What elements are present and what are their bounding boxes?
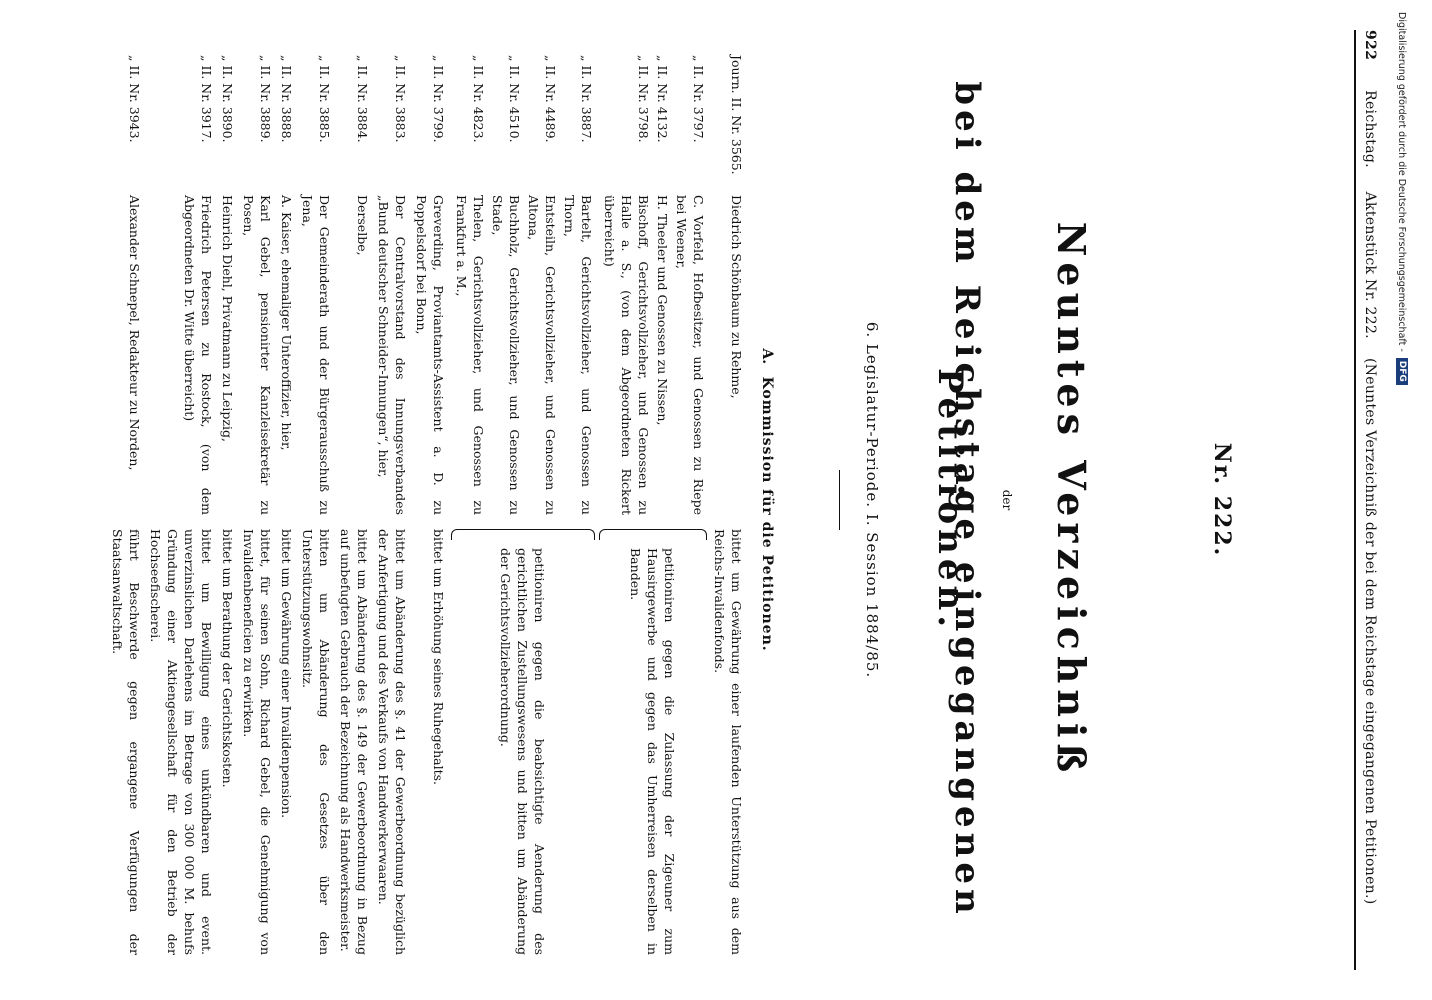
petitioner: Bartelt, Gerichtsvollzieher, und Genossen zu Thorn, [562,195,594,515]
journal-ref: „ II. Nr. 3943. [127,55,142,143]
journal-ref: „ II. Nr. 4510. [507,55,522,143]
petitioner: Der Gemeinderath und der Bürgerausschuß zu Jena, [300,195,332,515]
petition-row [219,55,236,955]
petitioner: Der Centralvorstand des Innungsverbandes „Bund deutscher Schneider-Innungen“, hier, [376,195,408,515]
session-line: 6. Legislatur-Periode. I. Session 1884/85. [863,321,881,679]
journal-ref: „ II. Nr. 3887. [579,55,594,143]
petition-row [601,55,652,529]
petitioner: Thelen, Gerichtsvollzieher, und Genossen zu Frankfurt a. M., [454,195,486,515]
section-heading [758,0,775,1000]
header-rule [1354,30,1356,970]
petition-request: bittet um Erhöhung seines Ruhegehalts. [431,529,446,785]
page-number: 922 [1362,30,1378,61]
group-brace [599,529,707,540]
journal-ref: „ II. Nr. 3884. [355,55,370,143]
document-subtitle: bei dem Reichstage eingegangenen Petitionen. [930,81,987,919]
petition-request: bittet um Gewährung einer laufenden Unterstützung aus dem Reichs-Invalidenfonds. [712,529,744,955]
petitioner: H. Theeler und Genossen zu Nissen, [655,195,670,426]
journal-ref: „ II. Nr. 3889. [258,55,273,143]
petition-row [147,55,215,955]
petitioner: Bischoff, Gerichtsvollzieher, und Genossen zu Halle a. S., (von dem Abgeordneten Rickert überreicht) [602,195,651,515]
document-title: Neuntes Verzeichniß [1049,221,1094,779]
petition-group [599,55,707,955]
petition-request [599,548,707,955]
petitioner: C. Vorfeld, Hofbesitzer, und Genossen zu Riepe bei Weener, [674,195,706,515]
petition-row [453,55,487,529]
petition-row [525,55,559,529]
petition-row [561,55,595,529]
journal-ref: „ II. Nr. 3799. [431,55,446,143]
header-right-label: (Neuntes Verzeichniß der bei dem Reichstage eingegangenen Petitionen.) [1362,357,1378,905]
petitioner: Entsteiln, Gerichtsvollzieher, und Genossen zu Altona, [526,195,558,515]
petition-row [673,55,707,529]
footer-text: Digitalisierung gefördert durch die Deutsche Forschungsgemeinschaft - [1396,12,1408,352]
petition-request [451,548,595,955]
petition-request: bittet um Abänderung des §. 149 der Gewerbeordnung in Bezug auf unbefugten Gebrauch der Bezeichnung als Handwerksmeister. [338,529,370,955]
petition-row [337,55,371,955]
petition-group [451,55,595,955]
petition-request: bittet um Gewährung einer Invalidenpension. [279,529,294,819]
petition-row [278,55,295,955]
header-left-label: Reichstag. [1362,90,1378,168]
petition-request: führt Beschwerde gegen ergangene Verfügungen der Staatsanwaltschaft. [110,529,142,955]
petition-row [240,55,274,955]
petitioner: Karl Gebel, pensionirter Kanzleisekretär zu Posen, [241,195,273,515]
petitioner: Diedrich Schönbaum zu Rehme, [729,195,744,399]
journal-ref: „ II. Nr. 4823. [471,55,486,143]
petition-request: bitten um Abänderung des Gesetzes über den Unterstützungswohnsitz. [300,529,332,955]
journal-ref: „ II. Nr. 3883. [393,55,408,143]
petitioner: Derselbe, [355,195,370,256]
petition-group-entries [599,55,707,529]
petition-group-entries [451,55,595,529]
journal-ref: „ II. Nr. 4489. [543,55,558,143]
petition-request: bittet um Bewilligung eines unkündbaren und event. unverzinslichen Darlehens im Betrage von 300 000 M. behufs Gründung einer Aktiengesellschaft für den Betrieb der Hochseefischerei. [148,529,214,955]
petition-list [105,55,745,955]
petitioner: Alexander Schnepel, Redakteur zu Norden, [127,195,142,471]
journal-ref: „ II. Nr. 3797. [691,55,706,143]
document-number: Nr. 222. [1209,442,1235,558]
petitioner: A. Kaiser, ehemaliger Unteroffizier, hier, [279,195,294,451]
petition-row [413,55,447,955]
journal-ref: „ II. Nr. 4132. [655,55,670,143]
journal-ref: „ II. Nr. 3888. [279,55,294,143]
header-reichstag [1361,60,1378,970]
journal-ref: „ II. Nr. 3798. [636,55,651,143]
petition-request-text: petitioniren gegen die beabsichtigte Aenderung des gerichtlichen Zustellungswesens und bitten um Abänderung der Gerichtsvollzieherordnung. [498,548,548,955]
petitioner: Buchholz, Gerichtsvollzieher, und Genossen zu Stade, [490,195,522,515]
document-der: der [1000,489,1014,511]
petitioner: Heinrich Diehl, Privatmann zu Leipzig, [220,195,235,442]
journal-ref: Journ. II. Nr. 3565. [729,55,744,175]
digitization-footer [1392,12,1412,1000]
separator-rule [839,470,840,530]
section-label: Kommission für die Petitionen. [759,376,775,652]
petition-request: bittet, für seinen Sohn, Richard Gebel, die Genehmigung von Invalidenbeneficien zu erwirken. [241,529,273,955]
petition-row [489,55,523,529]
petitioner: Friedrich Petersen zu Rostock, (von dem Abgeordneten Dr. Witte überreicht) [182,195,214,515]
header-center-label: Aktenstück Nr. 222. [1362,191,1378,339]
petition-request: bittet um Abänderung des §. 41 der Gewerbeordnung bezüglich der Anfertigung und des Verkaufs von Handwerkerwaaren. [376,529,408,955]
petitioner: Greverding, Proviantamts-Assistent a. D. zu Poppelsdorf bei Bonn, [414,195,446,515]
petition-request: bittet um Berathung der Gerichtskosten. [220,529,235,788]
section-letter: A. [759,348,775,365]
journal-ref: „ II. Nr. 3917. [199,55,214,143]
petition-row [375,55,409,955]
group-brace [451,529,595,540]
journal-ref: „ II. Nr. 3890. [220,55,235,143]
petition-row [654,55,671,529]
petition-row [299,55,333,955]
running-header [1361,30,1378,970]
petition-row [711,55,745,955]
journal-ref: „ II. Nr. 3885. [317,55,332,143]
dfg-logo: DFG [1396,358,1408,385]
petition-request-text: petitioniren gegen die Zulassung der Zigeuner zum Hausirgewerbe und gegen das Umherreisen derselben in Banden. [628,548,678,955]
petition-row [109,55,143,955]
